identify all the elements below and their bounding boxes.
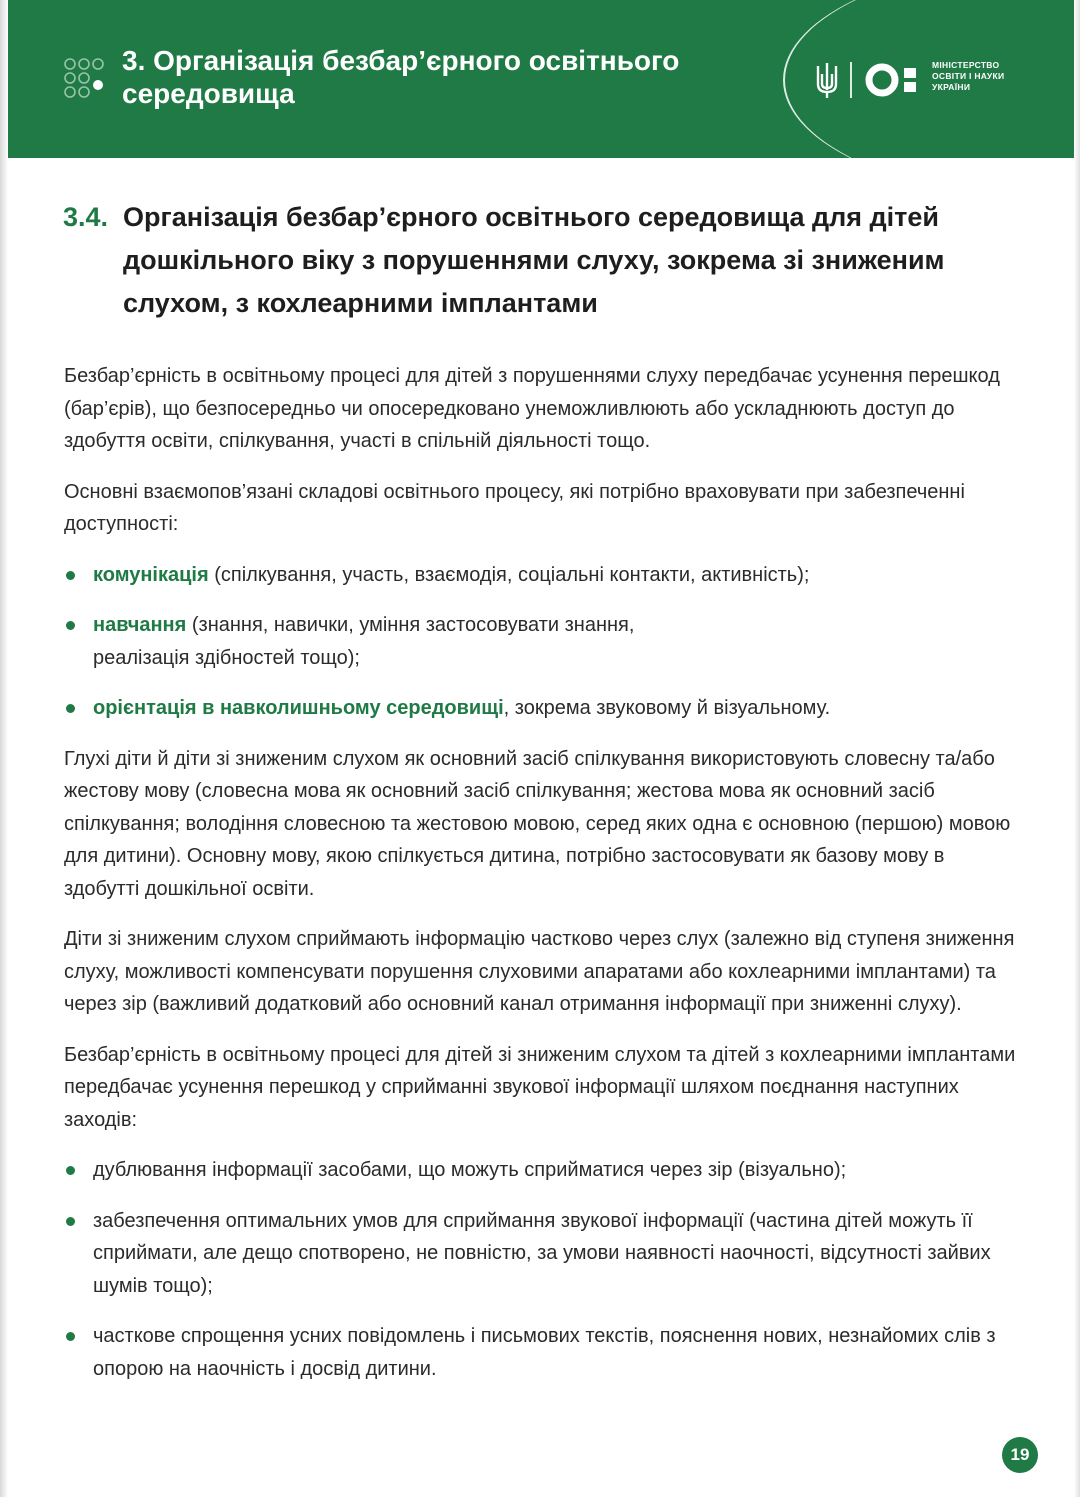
ministry-name-line1: МІНІСТЕРСТВО: [932, 60, 1000, 70]
page-number: 19: [1002, 1437, 1038, 1473]
list-item: [64, 692, 1024, 725]
ministry-logo-icon: [864, 60, 924, 100]
list-item: [64, 609, 1024, 674]
list-item-text: (знання, навички, уміння застосовувати знання, реалізація здібностей тощо);: [93, 614, 635, 669]
trident-icon: [814, 60, 840, 100]
header-section-title: 3. Організація безбар’єрного освітнього середовища: [122, 45, 680, 109]
list-item: [64, 1205, 1024, 1303]
list-item-text: , зокрема звуковому й візуальному.: [503, 697, 831, 719]
bullet-icon: [66, 571, 75, 580]
ministry-name-line3: УКРАЇНИ: [932, 82, 971, 92]
list-item-text: часткове спрощення усних повідомлень і письмових текстів, пояснення нових, незнайомих слів з опорою на наочність і досвід дитини.: [93, 1325, 996, 1380]
page-edge-shadow: [0, 0, 8, 1497]
list-item: [64, 559, 1024, 592]
ministry-name: [932, 60, 1042, 93]
section-number: 3.4.: [63, 202, 109, 232]
bullet-icon: [66, 704, 75, 713]
list-item: [64, 1154, 1024, 1187]
section-title: Організація безбар’єрного освітнього середовища для дітей дошкільного віку з порушеннями слуху, зокрема зі зниженим слухом, з кохлеарними імплантами: [123, 202, 945, 318]
bullet-icon: [66, 1166, 75, 1175]
bullet-icon: [66, 1217, 75, 1226]
document-body: [64, 360, 1024, 1403]
list-item: [64, 1320, 1024, 1385]
bullet-icon: [66, 1332, 75, 1341]
page-header: [8, 0, 1074, 158]
paragraph: Діти зі зниженим слухом сприймають інформацію частково через слух (залежно від ступеня зниження слуху, можливості компенсувати порушення слуховими апаратами або кохлеарними імплантами) та через зір (важливий додатковий або основний канал отримання інформації при зниженні слуху).: [64, 928, 1015, 1015]
paragraph: Основні взаємопов’язані складові освітнього процесу, які потрібно враховувати при забезпеченні доступності:: [64, 480, 965, 535]
list-item-text: (спілкування, участь, взаємодія, соціальні контакти, активність);: [208, 563, 810, 586]
paragraph: Безбар’єрність в освітньому процесі для дітей з порушеннями слуху передбачає усунення перешкод (бар’єрів), що безпосередньо чи опосередковано унеможливлюють або ускладнюють доступ до здобуття освіти, спілкування, участі в спільній діяльності тощо.: [64, 365, 1000, 452]
list-item-keyword: навчання: [93, 614, 187, 636]
dots-grid-icon: [62, 56, 106, 100]
page-edge-shadow-right: [1074, 0, 1080, 1497]
paragraph: Безбар’єрність в освітньому процесі для дітей зі зниженим слухом та дітей з кохлеарними імплантами передбачає усунення перешкод у сприйманні звукової інформації шляхом поєднання наступних заходів:: [64, 1043, 1016, 1131]
paragraph: Глухі діти й діти зі зниженим слухом як основний засіб спілкування використовують словесну та/або жестову мову (словесна мова як основний засіб спілкування; жестова мова як основний засіб спілкування; володіння словесною та жестовою мовою, серед яких одна є основною (першою) мовою для дитини). Основну мову, якою спілкується дитина, потрібно застосовувати як базову мову в здобутті дошкільної освіти.: [64, 747, 1011, 900]
bullet-icon: [66, 621, 75, 630]
section-heading: [63, 196, 1023, 325]
list-item-text: забезпечення оптимальних умов для сприймання звукової інформації (частина дітей можуть її сприймати, але дещо спотворено, не повністю, за умови наявності наочності, відсутності зайвих шумів тощо);: [93, 1209, 991, 1297]
logo-divider: [850, 62, 852, 98]
list-item-text: дублювання інформації засобами, що можуть сприйматися через зір (візуально);: [93, 1159, 847, 1181]
list-item-keyword: комунікація: [93, 563, 209, 586]
ministry-name-line2: ОСВІТИ І НАУКИ: [932, 71, 1005, 81]
list-item-keyword: орієнтація в навколишньому середовищі: [93, 697, 504, 719]
